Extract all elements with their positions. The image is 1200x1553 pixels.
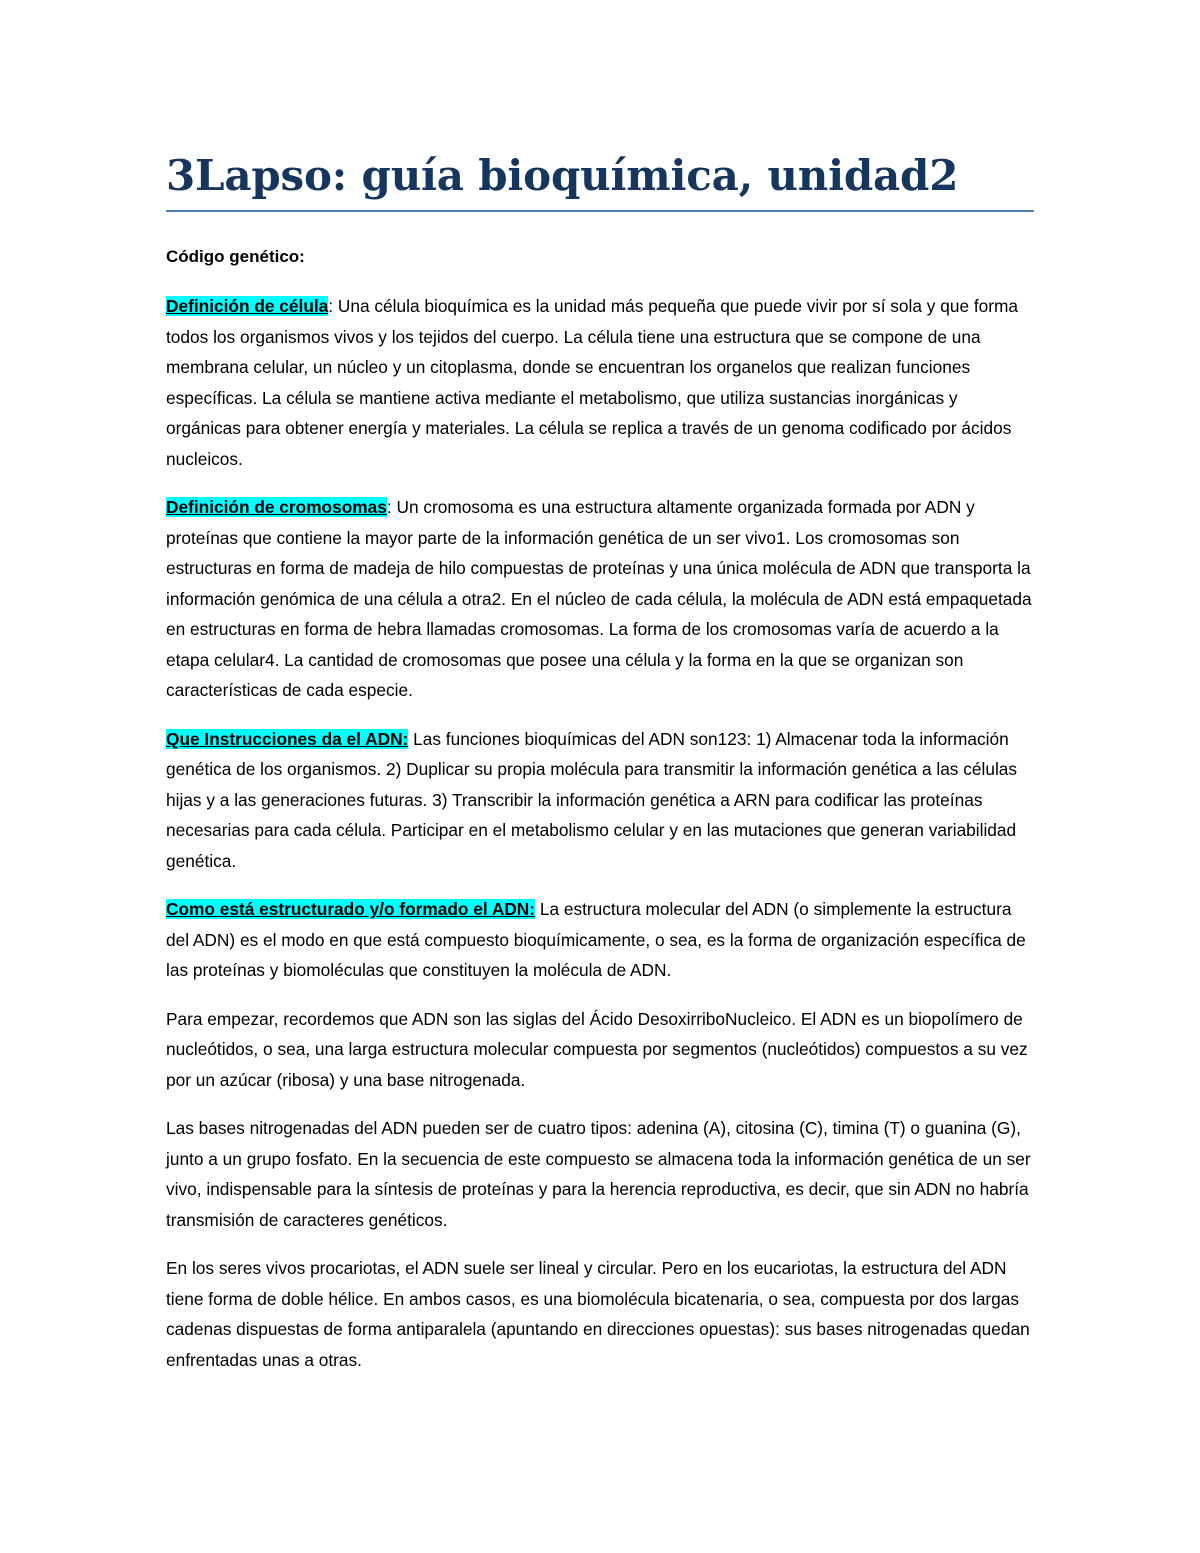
highlighted-term: Definición de célula bbox=[166, 296, 329, 316]
paragraph-dna-structure bbox=[166, 894, 1034, 986]
paragraph-text: Un cromosoma es una estructura altamente organizada formada por ADN y proteínas que contiene la mayor parte de la información genética de un ser vivo1. Los cromosomas son estructuras en forma de madeja de hilo compuestas de proteínas y una única molécula de ADN que transporta la información genómica de una célula a otra2. En el núcleo de cada célula, la molécula de ADN está empaquetada en estructuras en forma de hebra llamadas cromosomas. La forma de los cromosomas varía de acuerdo a la etapa celular4. La cantidad de cromosomas que posee una célula y la forma en la que se organizan son características de cada especie. bbox=[166, 497, 1032, 700]
document-body bbox=[166, 148, 1034, 1375]
paragraph-text: Una célula bioquímica es la unidad más pequeña que puede vivir por sí sola y que forma todos los organismos vivos y los tejidos del cuerpo. La célula tiene una estructura que se compone de una membrana celular, un núcleo y un citoplasma, donde se encuentran los organelos que realizan funciones específicas. La célula se mantiene activa mediante el metabolismo, que utiliza sustancias inorgánicas y orgánicas para obtener energía y materiales. La célula se replica a través de un genoma codificado por ácidos nucleicos. bbox=[166, 296, 1019, 469]
section-heading: Código genético: bbox=[166, 247, 305, 266]
highlighted-term: Que Instrucciones da el ADN: bbox=[166, 728, 409, 749]
paragraph-chromosome-definition bbox=[166, 492, 1034, 706]
term-suffix: : bbox=[386, 497, 392, 517]
term-suffix: : bbox=[328, 296, 334, 316]
paragraph-text: Las funciones bioquímicas del ADN son123: 1) Almacenar toda la información genética de los organismos. 2) Duplicar su propia molécula para transmitir la información genética a las células hijas y a las generaciones futuras. 3) Transcribir la información genética a ARN para codificar las proteínas necesarias para cada célula. Participar en el metabolismo celular y en las mutaciones que generan variabilidad genética. bbox=[166, 728, 1018, 871]
paragraph-dna-intro: Para empezar, recordemos que ADN son las siglas del Ácido DesoxirriboNucleico. El ADN es un biopolímero de nucleótidos, o sea, una larga estructura molecular compuesta por segmentos (nucleótidos) compuestos a su vez por un azúcar (ribosa) y una base nitrogenada. bbox=[166, 1008, 1028, 1090]
paragraph-prokaryotes-eukaryotes: En los seres vivos procariotas, el ADN suele ser lineal y circular. Pero en los eucariotas, la estructura del ADN tiene forma de doble hélice. En ambos casos, es una biomolécula bicatenaria, o sea, compuesta por dos largas cadenas dispuestas de forma antiparalela (apuntando en direcciones opuestas): sus bases nitrogenadas quedan enfrentadas unas a otras. bbox=[166, 1258, 1030, 1370]
paragraph-dna-instructions bbox=[166, 724, 1034, 877]
paragraph-nitrogen-bases: Las bases nitrogenadas del ADN pueden ser de cuatro tipos: adenina (A), citosina (C), timina (T) o guanina (G), junto a un grupo fosfato. En la secuencia de este compuesto se almacena toda la información genética de un ser vivo, indispensable para la síntesis de proteínas y para la herencia reproductiva, es decir, que sin ADN no habría transmisión de caracteres genéticos. bbox=[166, 1118, 1031, 1230]
highlighted-term: Como está estructurado y/o formado el ADN: bbox=[166, 899, 536, 919]
paragraph-cell-definition bbox=[166, 291, 1034, 474]
document-title: 3Lapso: guía bioquímica, unidad2 bbox=[166, 148, 1034, 212]
paragraph-text: La estructura molecular del ADN (o simplemente la estructura del ADN) es el modo en que está compuesto bioquímicamente, o sea, es la forma de organización específica de las proteínas y biomoléculas que constituyen la molécula de ADN. bbox=[166, 899, 1026, 980]
highlighted-term: Definición de cromosomas bbox=[166, 497, 387, 517]
